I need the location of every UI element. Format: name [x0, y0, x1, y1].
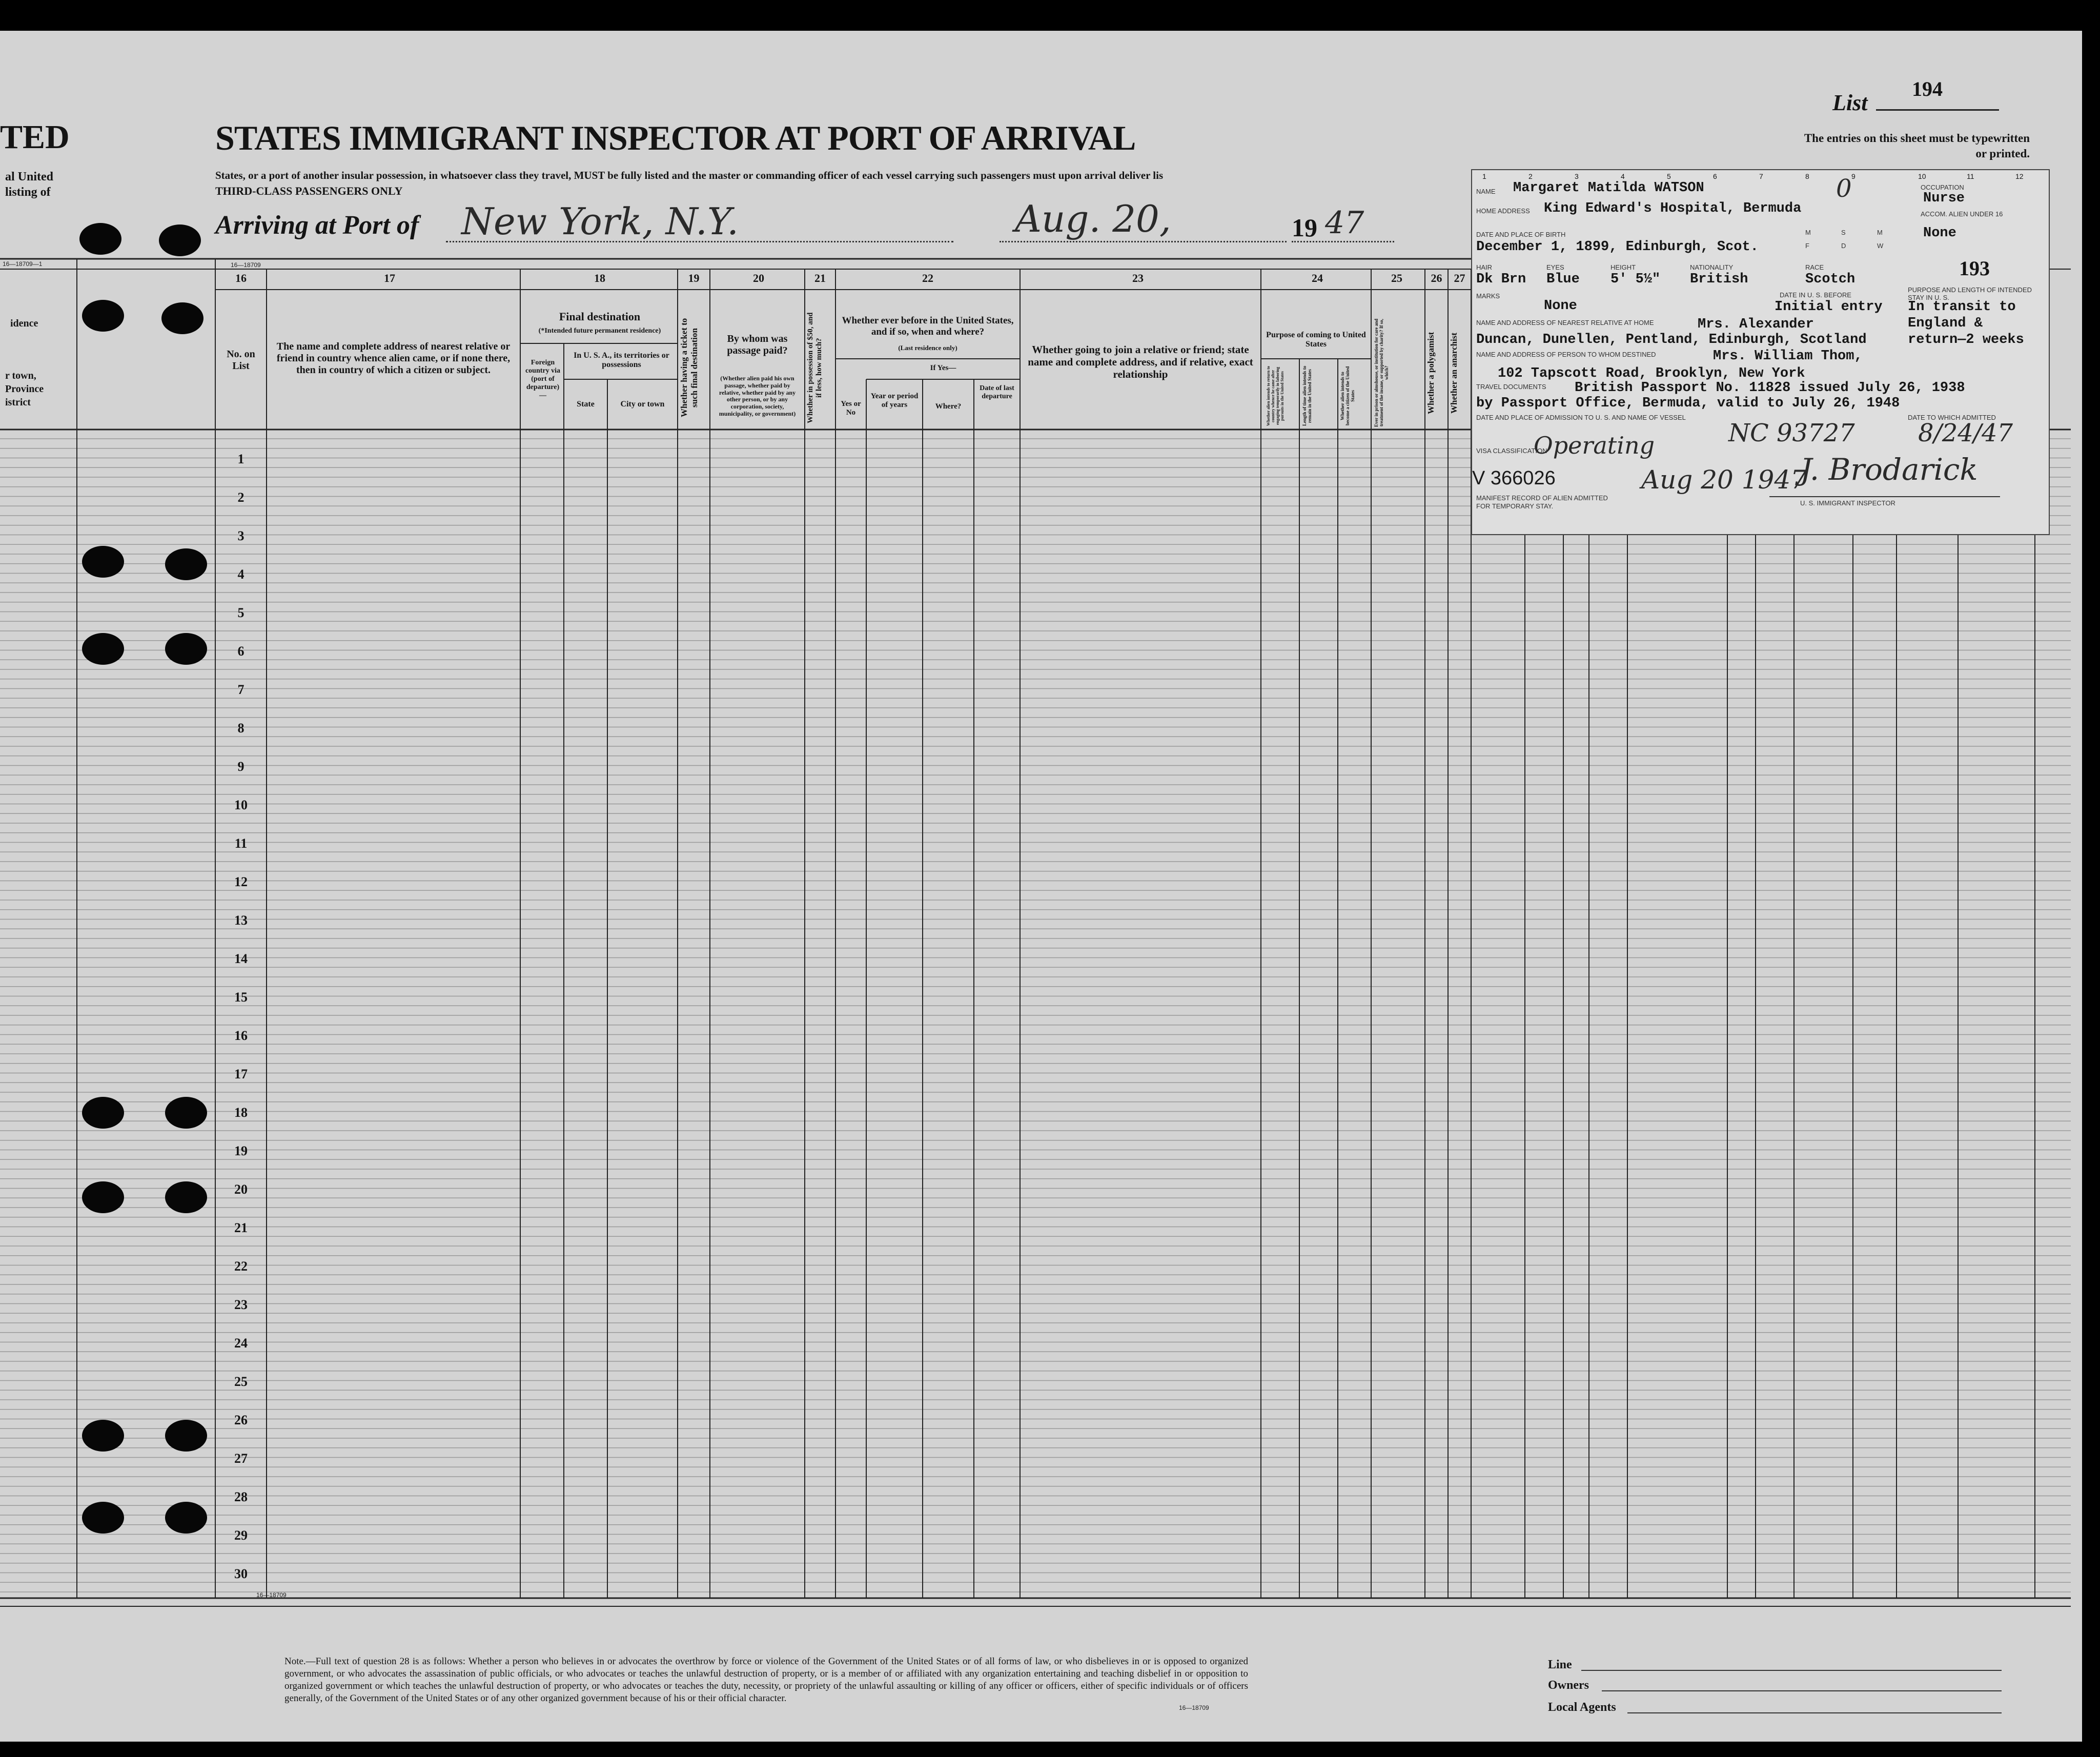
card-label: NAME: [1476, 188, 1496, 195]
card-purpose: return—2 weeks: [1908, 332, 2024, 348]
left-fragment-text: al United listing of: [5, 170, 54, 199]
card-inspector-signature: J. Brodarick: [1800, 452, 1978, 487]
card-destined: 102 Tapscott Road, Brooklyn, New York: [1498, 366, 1805, 381]
col-number: 23: [1132, 272, 1144, 284]
card-label: RACE: [1805, 263, 1824, 271]
footer-owners-label: Owners: [1548, 1679, 1589, 1692]
card-label: ACCOM. ALIEN UNDER 16: [1921, 210, 2003, 218]
row-number: 18: [234, 1105, 248, 1120]
form-code: 16—18709: [231, 261, 261, 269]
row-number: 15: [234, 990, 248, 1005]
card-col-number: 1: [1482, 172, 1486, 180]
row-number: 23: [234, 1297, 248, 1312]
header-col24-c: Whether alien intends to become a citizen of the United States: [1340, 366, 1355, 426]
row-number: 30: [234, 1566, 248, 1581]
card-admitted-date: 8/24/47: [1918, 419, 2013, 447]
row-number: 6: [237, 644, 244, 659]
card-relative: Mrs. Alexander: [1698, 317, 1814, 332]
header-col19: Whether having a ticket to such final destination: [679, 318, 699, 418]
card-label: DATE TO WHICH ADMITTED: [1908, 414, 1996, 421]
card-date-before: Initial entry: [1775, 299, 1883, 315]
row-number: 19: [234, 1143, 248, 1158]
sex-marital-boxes: M F S M W D: [1805, 229, 1884, 250]
punch-hole: [82, 1502, 124, 1534]
manifest-sheet: [0, 31, 2082, 1742]
row-number: 14: [234, 951, 248, 966]
card-label: DATE AND PLACE OF BIRTH: [1476, 231, 1566, 238]
footer-owners-field[interactable]: [1602, 1690, 2002, 1691]
left-fragment-town: r town, Province istrict: [5, 370, 44, 408]
card-destined: Mrs. William Thom,: [1713, 349, 1863, 364]
card-col-number: 8: [1805, 172, 1809, 180]
card-label: MARKS: [1476, 292, 1500, 300]
row-number: 9: [237, 759, 244, 774]
header-col22-years: Year or period of years: [870, 392, 919, 410]
header-col17: The name and complete address of nearest relative or friend in country whence alien came, or if none there, then in country of which a citizen or subject.: [276, 341, 511, 376]
card-col-number: 3: [1575, 172, 1579, 180]
question-28-note: Note.—Full text of question 28 is as follows: Whether a person who believes in or advocates the overthrow by force or violence of the Government of the United States or of all forms of law, or who disbelieves in or is opposed to organized government, or who advocates the assassination of public officials, or who advocates or teaches the unlawful destruction of property, or is a member of or affiliated with any organization entertaining and teaching disbelief in or opposition to organized government or which teaches the unlawful destruction of property, or who advocates or teaches the duty, necessity, or propriety of the unlawful assaulting or killing of any officer or officers, either of specific individuals or of officers generally, of the Government of the United States or of any other organized government because of his or their official character.: [284, 1656, 1248, 1704]
row-number: 28: [234, 1489, 248, 1504]
punch-hole: [165, 1181, 207, 1213]
row-number: 1: [237, 452, 244, 466]
footer-line-label: Line: [1548, 1658, 1572, 1671]
footer-line-field[interactable]: [1581, 1670, 2002, 1671]
punch-hole: [161, 302, 203, 334]
card-label: NATIONALITY: [1690, 263, 1734, 271]
year-handwritten: 47: [1325, 205, 1364, 241]
card-label: DATE AND PLACE OF ADMISSION TO U. S. AND NAME OF VESSEL: [1476, 414, 1686, 421]
header-col25: Ever in prison or almshouse, or institution for care and treatment of the insane, or supported by charity? If so, which?: [1374, 318, 1389, 427]
card-relative: Duncan, Dunellen, Pentland, Edinburgh, Scotland: [1476, 332, 1867, 348]
punch-hole: [165, 1502, 207, 1534]
col-number: 24: [1312, 272, 1323, 284]
punch-hole: [165, 548, 207, 580]
col-number: 18: [594, 272, 605, 284]
col-number: 22: [922, 272, 933, 284]
row-number: 17: [234, 1067, 248, 1081]
temporary-stay-card: [1471, 169, 2050, 535]
col-number: 27: [1454, 272, 1465, 284]
row-number: 26: [234, 1413, 248, 1427]
header-col24-b: Length of time alien intends to remain in the United States: [1302, 365, 1312, 426]
arriving-label: Arriving at Port of: [215, 211, 419, 240]
card-label: VISA CLASSIFICATION: [1476, 447, 1547, 455]
date-handwritten: Aug. 20,: [1015, 197, 1171, 240]
row-number: 22: [234, 1259, 248, 1274]
col-number: 16: [235, 272, 247, 284]
header-col22-sub: (Last residence only): [898, 344, 957, 352]
header-col23: Whether going to join a relative or friend; state name and complete address, and if relative, exact relationship: [1028, 343, 1253, 381]
card-col-number: 5: [1667, 172, 1671, 180]
col-number: 21: [814, 272, 826, 284]
page-title: STATES IMMIGRANT INSPECTOR AT PORT OF ARRIVAL: [215, 118, 1136, 157]
card-label: TRAVEL DOCUMENTS: [1476, 383, 1546, 391]
card-purpose: In transit to: [1908, 299, 2016, 315]
row-number: 7: [237, 682, 244, 697]
year-prefix: 19: [1292, 213, 1317, 242]
card-inspector-label: U. S. IMMIGRANT INSPECTOR: [1800, 499, 1895, 507]
card-height: 5' 5½": [1610, 272, 1661, 287]
card-admitted-hand: NC 93727: [1728, 419, 1855, 447]
header-col18: Final destination: [559, 310, 641, 323]
card-signature-line: [1769, 496, 2000, 497]
header-col26: Whether a polygamist: [1426, 332, 1436, 414]
card-home: King Edward's Hospital, Bermuda: [1544, 201, 1802, 216]
card-signature: Aug 20 1947: [1641, 465, 1807, 495]
card-dob: December 1, 1899, Edinburgh, Scot.: [1476, 239, 1759, 255]
row-number: 29: [234, 1528, 248, 1543]
card-label: NAME AND ADDRESS OF NEAREST RELATIVE AT HOME: [1476, 319, 1654, 326]
col-number: 17: [384, 272, 395, 284]
row-number: 24: [234, 1336, 248, 1351]
header-col22-yesno: Yes or No: [841, 400, 861, 417]
card-col-number: 10: [1918, 172, 1926, 180]
punch-hole: [82, 300, 124, 332]
row-number: 21: [234, 1220, 248, 1235]
row-number: 16: [234, 1028, 248, 1043]
row-number: 8: [237, 721, 244, 736]
card-eyes: Blue: [1546, 272, 1580, 287]
card-label: HOME ADDRESS: [1476, 207, 1530, 215]
header-col20-sub: (Whether alien paid his own passage, whether paid by relative, whether paid by any other person, or by any corporation, society, municipality, or government): [719, 375, 796, 417]
card-label: NAME AND ADDRESS OF PERSON TO WHOM DESTINED: [1476, 351, 1656, 358]
card-name: Margaret Matilda WATSON: [1513, 180, 1704, 196]
port-handwritten: New York, N.Y.: [461, 200, 739, 243]
card-mark: 0: [1836, 174, 1852, 203]
row-number: 5: [237, 605, 244, 620]
card-purpose: England &: [1908, 316, 1983, 331]
punch-hole: [82, 546, 124, 578]
row-number: 10: [234, 798, 248, 812]
header-col22-ifyes: If Yes—: [930, 364, 956, 372]
card-list-number: 193: [1959, 257, 1990, 280]
form-code: 16—18709: [1179, 1704, 1209, 1711]
card-col-number: 9: [1851, 172, 1856, 180]
row-number: 20: [234, 1182, 248, 1197]
row-number: 2: [237, 490, 244, 505]
header-col18-usa: In U. S. A., its territories or possessions: [574, 351, 669, 370]
card-label: HAIR: [1476, 263, 1493, 271]
card-occupation: Nurse: [1923, 191, 1965, 206]
card-race: Scotch: [1805, 272, 1856, 287]
punch-hole: [159, 224, 201, 256]
card-accom: None: [1923, 226, 1956, 241]
card-travel: by Passport Office, Bermuda, valid to July 26, 1948: [1476, 396, 1900, 411]
form-code: 16—18709—1: [3, 260, 43, 268]
header-col18-state: State: [577, 400, 595, 408]
card-label: EYES: [1546, 263, 1564, 271]
list-label: List: [1832, 90, 1868, 115]
row-number: 4: [237, 567, 244, 582]
card-col-number: 6: [1713, 172, 1717, 180]
header-col16: No. on List: [227, 349, 255, 372]
instructions-line: States, or a port of another insular possession, in whatsoever class they travel, MUST be fully listed and the master or commanding officer of each vessel carrying such passengers must upon arrival deliver lis: [215, 169, 1164, 181]
card-travel: British Passport No. 11828 issued July 26, 1938: [1575, 380, 1965, 396]
col-number: 26: [1431, 272, 1442, 284]
row-number: 12: [234, 874, 248, 889]
punch-hole: [165, 1097, 207, 1129]
card-nationality: British: [1690, 272, 1748, 287]
card-label: HEIGHT: [1610, 263, 1636, 271]
card-col-number: 7: [1759, 172, 1763, 180]
card-col-number: 4: [1621, 172, 1625, 180]
punch-hole: [79, 223, 121, 255]
card-label: OCCUPATION: [1921, 183, 1964, 191]
footer-agents-label: Local Agents: [1548, 1701, 1616, 1714]
form-code: 16—18709: [256, 1591, 287, 1599]
header-col24: Purpose of coming to United States: [1266, 331, 1366, 349]
card-v-number: V 366026: [1472, 467, 1556, 489]
row-number: 11: [234, 836, 248, 851]
punch-hole: [165, 633, 207, 665]
row-number: 25: [234, 1374, 248, 1389]
left-fragment-title: TED: [0, 118, 70, 156]
header-col21: Whether in possession of $50, and if less, how much?: [806, 312, 823, 423]
header-col27: Whether an anarchist: [1449, 332, 1459, 414]
punch-hole: [82, 1420, 124, 1452]
col-number: 20: [753, 272, 764, 284]
header-col22: Whether ever before in the United States, and if so, when and where?: [842, 315, 1014, 337]
header-col20: By whom was passage paid?: [727, 333, 788, 356]
row-number: 27: [234, 1451, 248, 1466]
punch-hole: [82, 1181, 124, 1213]
header-col18-sub: (*Intended future permanent residence): [538, 327, 661, 335]
row-number: 3: [237, 528, 244, 543]
third-class-label: THIRD-CLASS PASSENGERS ONLY: [215, 185, 403, 197]
card-marks: None: [1544, 298, 1577, 314]
col-number: 25: [1391, 272, 1402, 284]
card-manifest-label: MANIFEST RECORD OF ALIEN ADMITTED FOR TEMPORARY STAY.: [1476, 494, 1608, 510]
card-col-number: 2: [1528, 172, 1533, 180]
card-col-number: 12: [2015, 172, 2024, 180]
left-fragment-residence: idence: [10, 318, 38, 329]
header-col24-a: Whether alien intends to return to country whence he came after engaging temporarily in laboring pursuits in the United States: [1266, 366, 1285, 426]
punch-hole: [82, 633, 124, 665]
card-col-number: 11: [1967, 172, 1974, 180]
punch-hole: [82, 1097, 124, 1129]
card-visa-hand: Operating: [1534, 432, 1655, 459]
card-hair: Dk Brn: [1476, 272, 1526, 287]
header-col22-date: Date of last departure: [980, 384, 1014, 401]
row-number: 13: [234, 913, 248, 928]
list-number: 194: [1912, 77, 1943, 100]
footer-agents-field[interactable]: [1627, 1712, 2002, 1713]
header-col22-where: Where?: [935, 402, 962, 411]
card-label: DATE IN U. S. BEFORE: [1780, 291, 1851, 299]
header-col18-city: City or town: [620, 400, 665, 408]
header-col18-foreign: Foreign country via (port of departure)—: [525, 359, 561, 400]
punch-hole: [165, 1420, 207, 1452]
col-number: 19: [688, 272, 700, 284]
card-label: PURPOSE AND LENGTH OF INTENDED STAY IN U. S.: [1908, 286, 2032, 301]
entries-note: The entries on this sheet must be typewritten or printed.: [1804, 132, 2030, 160]
